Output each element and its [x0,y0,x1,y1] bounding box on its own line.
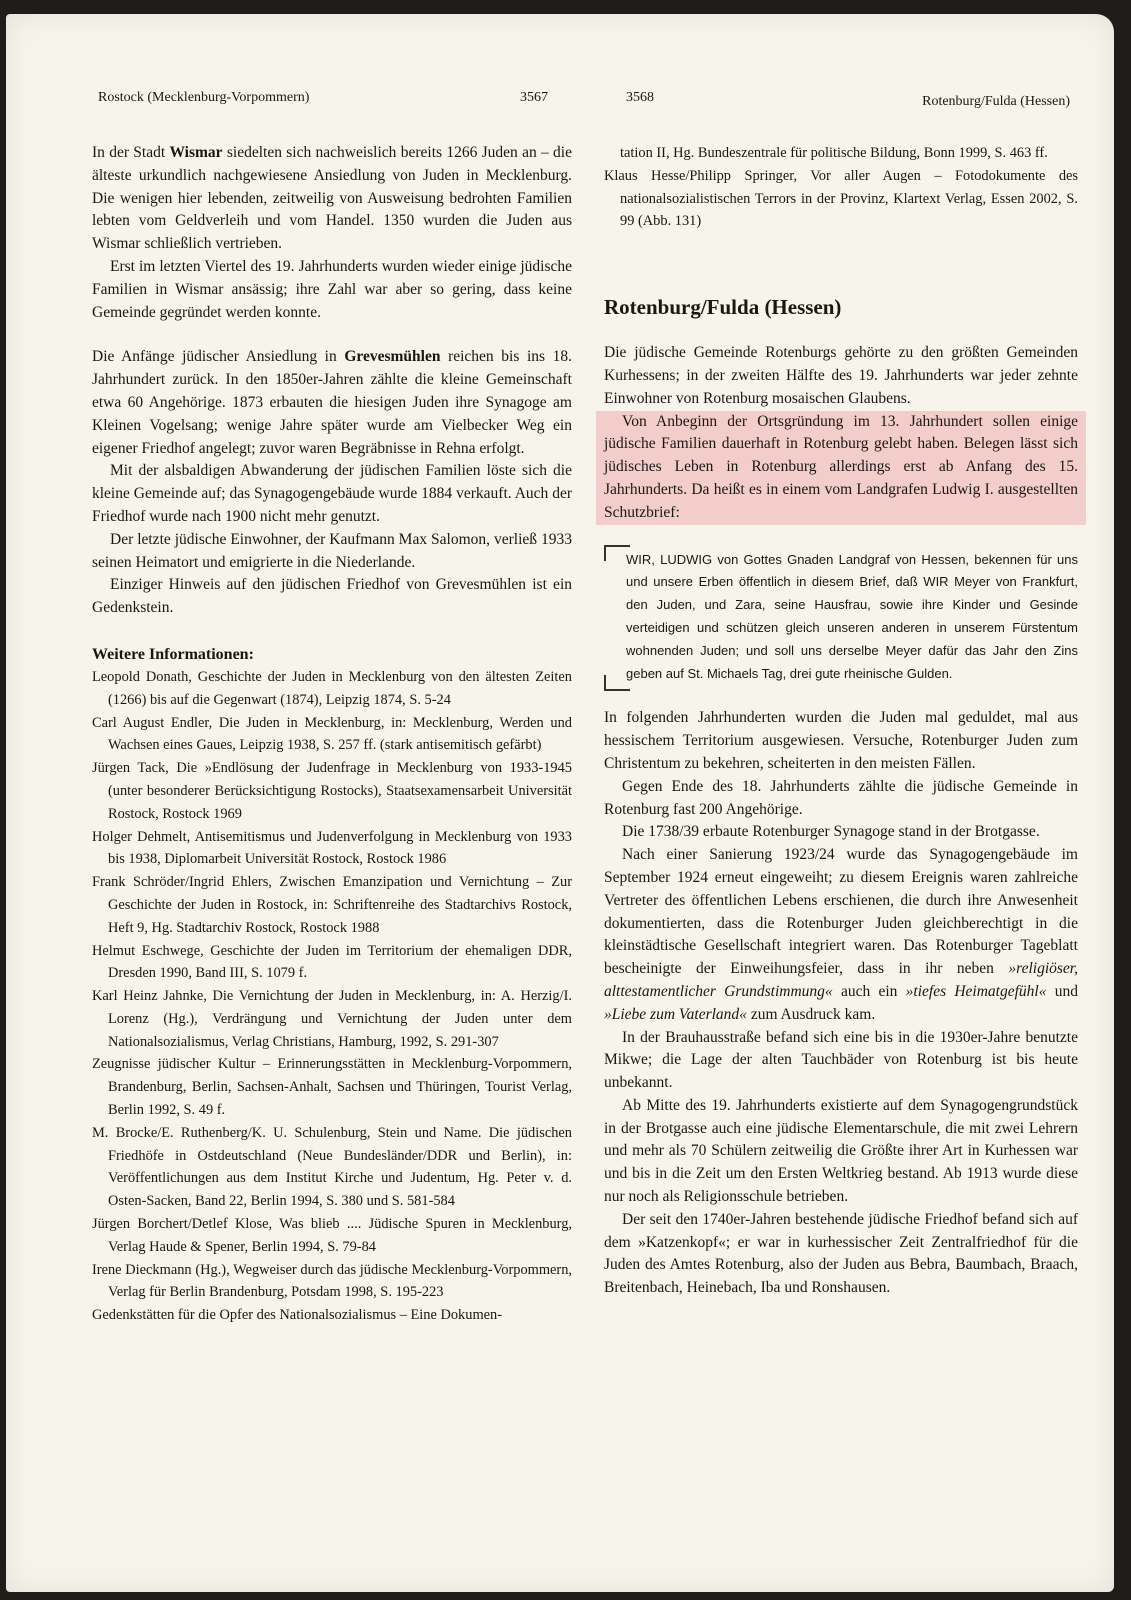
text-run: Die Anfänge jüdischer Ansiedlung in [92,348,345,366]
reference-entry: Helmut Eschwege, Geschichte der Juden im Territorium der ehemaligen DDR, Dresden 1990, Band III, S. 1079 f. [92,942,572,982]
text-run: reichen bis ins 18. Jahrhundert zurück. In den 1850er-Jahren zählte die kleine Gemeinschaft etwa 60 Angehörige. 1873 erbauten die hiesigen Juden ihre Synagoge am Kleinen Vogelsang; wenige Jahre später wurde am Vielbecker Weg ein eigener Friedhof angelegt; zuvor waren Begräbnisse in Rehna erfolgt. [92,348,572,457]
paragraph: Gegen Ende des 18. Jahrhunderts zählte die jüdische Gemeinde in Rotenburg fast 200 Angehörige. [604,777,1078,818]
text-run: zum Ausdruck kam. [746,1005,876,1023]
grevesmuehlen-paragraph-4: Einziger Hinweis auf den jüdischen Friedhof von Grevesmühlen ist ein Gedenkstein. [92,576,572,617]
paragraph: Ab Mitte des 19. Jahrhunderts existierte auf dem Synagogengrundstück in der Brotgasse auch eine jüdische Elementarschule, die mit zwei Lehrern und mehr als 70 Schülern zeitweilig die Größte ihrer Art in Kurhessen war und bis in die Zeit um den Ersten Weltkrieg bestand. Ab 1913 wurde diese nur noch als Religionsschule betrieben. [604,1096,1078,1206]
reference-entry: Jürgen Borchert/Detlef Klose, Was blieb .... Jüdische Spuren in Mecklenburg, Verlag Haude & Spener, Berlin 1994, S. 79-84 [92,1216,572,1255]
place-name-wismar: Wismar [169,144,223,161]
reference-entry: Frank Schröder/Ingrid Ehlers, Zwischen Emanzipation und Vernichtung – Zur Geschichte der Juden in Rostock, in: Schriftenreihe des Stadtarchivs Rostock, Heft 9, Hg. Stadtarchiv Rostock, Rostock 1988 [92,874,572,936]
reference-entry: Karl Heinz Jahnke, Die Vernichtung der Juden in Mecklenburg, in: A. Herzig/I. Lorenz (Hg.), Verdrängung und Vernichtung der Juden unter dem Nationalsozialismus, Verlag Christians, Hamburg, 1992, S. 291-307 [92,988,572,1050]
reference-entry: Jürgen Tack, Die »Endlösung der Judenfrage in Mecklenburg von 1933-1945 (unter besonderer Berücksichtigung Rostocks), Staatsexamensarbeit Universität Rostock, Rostock 1969 [92,760,572,822]
page-number-left: 3567 [520,90,548,105]
text-run: auch ein [832,982,906,1000]
paragraph: Der seit den 1740er-Jahren bestehende jüdische Friedhof befand sich auf dem »Katzenkopf«; er war in kurhessischer Zeit Zentralfriedhof für die Juden des Amtes Rotenburg, also der Juden aus Bebra, Baumbach, Braach, Breitenbach, Heinebach, Iba und Ronshausen. [604,1210,1078,1297]
highlighted-passage: Von Anbeginn der Ortsgründung im 13. Jahrhundert sollen einige jüdische Familien dauerhaft in Rotenburg gelebt haben. Belegen lässt sich jüdisches Leben in Rotenburg allerdings erst ab Anfang des 15. Jahrhunderts. Da heißt es in einem vom Landgrafen Ludwig I. ausgestellten Schutzbrief: [596,411,1086,525]
quoted-phrase: »religiöser, alttestamentlicher Grundstimmung« [604,960,1078,1000]
reference-list-continued [604,142,1078,233]
wismar-paragraph-2: Erst im letzten Viertel des 19. Jahrhunderts wurden wieder einige jüdische Familien in Wismar ansässig; ihre Zahl war aber so gering, dass keine Gemeinde gegründet werden konnte. [92,257,572,321]
running-head-right: Rotenburg/Fulda (Hessen) [922,94,1070,109]
text-run: siedelten sich nachweislich bereits 1266 Juden an – die älteste urkundlich nachgewiesene Ansiedlung von Juden in Mecklenburg. Die wenigen hier lebenden, zeitweilig von Ausweisung bedrohten Familien lebten vom Geldverleih und vom Handel. 1350 wurden die Juden aus Wismar schließlich vertrieben. [92,144,572,253]
reference-entry: Zeugnisse jüdischer Kultur – Erinnerungsstätten in Mecklenburg-Vorpommern, Brandenburg, Berlin, Sachsen-Anhalt, Sachsen und Thüringen, Tourist Verlag, Berlin 1992, S. 49 f. [92,1056,572,1119]
quoted-phrase: »tiefes Heimatgefühl« [905,982,1047,1000]
text-run: und [1046,982,1078,1000]
running-head-left: Rostock (Mecklenburg-Vorpommern) [98,90,310,105]
article-title: Rotenburg/Fulda (Hessen) [604,295,842,320]
reference-entry: Holger Dehmelt, Antisemitismus und Judenverfolgung in Mecklenburg von 1933 bis 1938, Diplomarbeit Universität Rostock, Rostock 1986 [92,828,572,868]
reference-entry: M. Brocke/E. Ruthenberg/K. U. Schulenburg, Stein und Name. Die jüdischen Friedhöfe in Ostdeutschland (Neue Bundesländer/DDR und Berlin), in: Veröffentlichungen aus dem Institut Kirche und Judentum, Hg. Peter v. d. Osten-Sacken, Band 22, Berlin 1994, S. 380 und S. 581-584 [92,1124,572,1210]
grevesmuehlen-paragraph-3: Der letzte jüdische Einwohner, der Kaufmann Max Salomon, verließ 1933 seinen Heimatort und emigrierte in die Niederlande. [92,530,572,571]
grevesmuehlen-paragraph [92,346,572,460]
intro-paragraph: Die jüdische Gemeinde Rotenburgs gehörte zu den größten Gemeinden Kurhessens; in der zweiten Hälfte des 19. Jahrhunderts war jeder zehnte Einwohner von Rotenburg mosaischen Glaubens. [604,344,1078,407]
paragraph: Die 1738/39 erbaute Rotenburger Synagoge stand in der Brotgasse. [622,823,1040,841]
book-spread [6,14,1114,1592]
text-run: In der Stadt [92,144,170,161]
page-number-right: 3568 [626,90,654,105]
top-edge [0,0,1131,12]
reference-entry: Irene Dieckmann (Hg.), Wegweiser durch das jüdische Mecklenburg-Vorpommern, Verlag für Berlin Brandenburg, Potsdam 1998, S. 195-223 [92,1261,572,1301]
paragraph: In folgenden Jahrhunderten wurden die Juden mal geduldet, mal aus hessischem Territorium ausgewiesen. Versuche, Rotenburger Juden zum Christentum zu bekehren, scheiterten in den meisten Fällen. [604,709,1078,772]
reference-entry: Carl August Endler, Die Juden in Mecklenburg, in: Mecklenburg, Werden und Wachsen eines Gaues, Leipzig 1938, S. 257 ff. (stark antisemitisch gefärbt) [92,714,572,754]
right-column [604,142,1078,1300]
reference-entry: tation II, Hg. Bundeszentrale für politische Bildung, Bonn 1999, S. 463 ff. [620,145,1048,161]
text-run: Nach einer Sanierung 1923/24 wurde das Synagogengebäude im September 1924 erneut eingeweiht; zu diesem Ereignis waren zahlreiche Vertreter des öffentlichen Lebens erschienen, die durch ihre Anwesenheit dokumentierten, dass die Rotenburger Juden gleichberechtigt in die kleinstädtische Gesellschaft integriert waren. Das Rotenburger Tageblatt bescheinigte der Einweihungsfeier, dass in ihr neben [604,846,1078,978]
charter-quote [604,545,1078,686]
further-information-heading: Weitere Informationen: [92,645,254,663]
reference-list [92,666,572,1327]
left-column [92,142,572,1327]
quote-text: WIR, LUDWIG von Gottes Gnaden Landgraf von Hessen, bekennen für uns und unsere Erben öffentlich in diesem Brief, daß WIR Meyer von Frankfurt, den Juden, und Zara, seine Hausfrau, sowie ihre Kinder und Gesinde verteidigen und schützen gleich unseren anderen in unserem Fürstentum wohnenden Juden; und soll uns derselbe Meyer dafür das Jahr den Zins geben auf St. Michaels Tag, drei gute rheinische Gulden. [626,551,1078,681]
quoted-phrase: »Liebe zum Vaterland« [604,1005,747,1023]
reference-entry: Gedenkstätten für die Opfer des Nationalsozialismus – Eine Dokumen- [92,1307,503,1324]
quote-bracket-top [604,545,630,561]
synagogue-rededication-paragraph [604,844,1078,1026]
reference-entry: Klaus Hesse/Philipp Springer, Vor aller Augen – Fotodokumente des nationalsozialistischen Terrors in der Provinz, Klartext Verlag, Essen 2002, S. 99 (Abb. 131) [604,167,1078,230]
place-name-grevesmuehlen: Grevesmühlen [344,348,441,366]
quote-bracket-bottom [604,675,630,691]
paragraph: In der Brauhausstraße befand sich eine bis in die 1930er-Jahre benutzte Mikwe; die Lage der alten Tauchbäder von Rotenburg ist bis heute unbekannt. [604,1028,1078,1092]
reference-entry: Leopold Donath, Geschichte der Juden in Mecklenburg von den ältesten Zeiten (1266) bis auf die Gegenwart (1874), Leipzig 1874, S. 5-24 [92,668,572,708]
grevesmuehlen-paragraph-2: Mit der alsbaldigen Abwanderung der jüdischen Familien löste sich die kleine Gemeinde auf; das Synagogengebäude wurde 1884 verkauft. Auch der Friedhof wurde nach 1900 nicht mehr genutzt. [92,462,572,525]
wismar-paragraph [92,142,572,256]
